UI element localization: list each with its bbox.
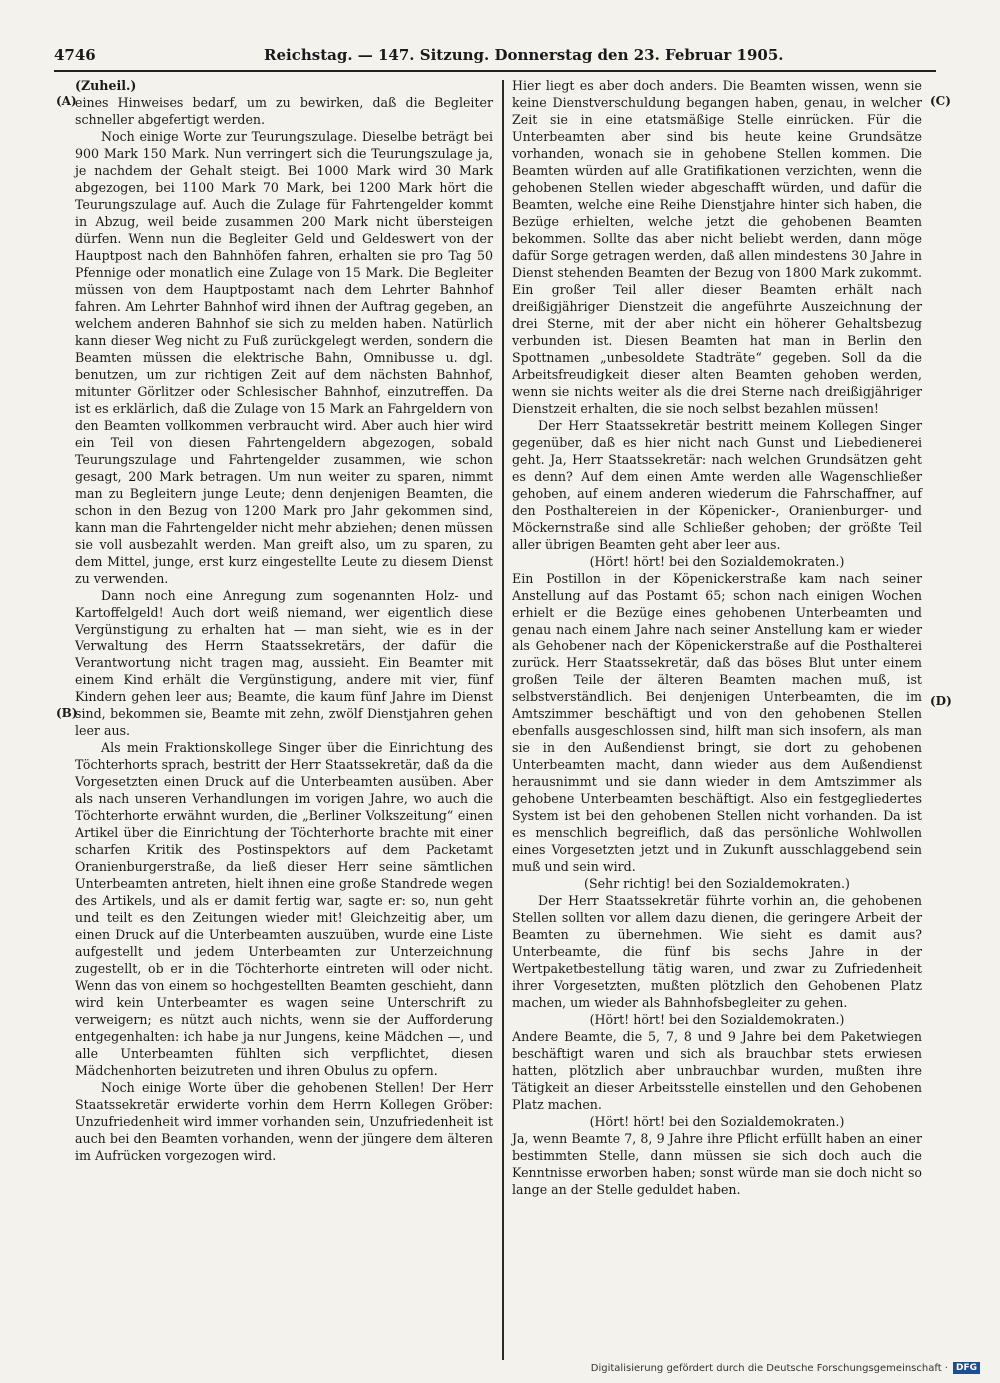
interjection: (Hört! hört! bei den Sozialdemokraten.) [589,1012,845,1028]
running-head: Reichstag. — 147. Sitzung. Donnerstag den 23. Februar 1905. [264,46,784,64]
page-number: 4746 [54,46,96,64]
page-header [54,46,934,72]
paragraph: Hier liegt es aber doch anders. Die Beamten wissen, wenn sie keine Dienstverschuldung begangen haben, genau, in welcher Zeit sie in eine etatsmäßige Stelle einrücken. Für die Unterbeamten aber sind bis heute keine Grundsätze vorhanden, wonach sie in gehobene Stellen kommen. Die Beamten würden auf alle Gratifikationen verzichten, wenn die gehobenen Stellen wieder abgeschafft würden, und dafür die Beamten, welche eine Reihe Dienstjahre hinter sich haben, die Bezüge erhielten, welche jetzt die gehobenen Beamten bekommen. Sollte das aber nicht beliebt werden, dann möge dafür Sorge getragen werden, daß allen mindestens 30 Jahre in Dienst stehenden Beamten der Bezug von 1800 Mark zukommt. Ein großer Teil aller dieser Beamten erhält nach dreißigjähriger Dienstzeit die angeführte Auszeichnung der drei Sterne, mit der aber nicht ein höherer Gehaltsbezug verbunden ist. Diesen Beamten hat man in Berlin den Spottnamen „unbesoldete Stadträte“ gegeben. Soll da die Arbeitsfreudigkeit dieser alten Beamten gehoben werden, wenn sie nichts weiter als die drei Sterne nach dreißigjähriger Dienstzeit erhalten, die sie noch selbst bezahlen müssen! [512,78,922,416]
paragraph: Ein Postillon in der Köpenickerstraße kam nach seiner Anstellung auf das Postamt 65; schon nach einigen Wochen erhielt er die Bezüge eines gehobenen Unterbeamten und genau nach einem Jahre nach seiner Anstellung kam er wieder als Gehobener nach der Köpenickerstraße auf die Posthalterei zurück. Herr Staatssekretär, daß das böses Blut unter einem großen Teile der älteren Beamten machen muß, ist selbstverständlich. Bei denjenigen Unterbeamten, die im Amtszimmer beschäftigt und von den gehobenen Stellen ebenfalls ausgeschlossen sind, hilft man sich insofern, als man sie in den Außendienst bringt, sie dort zu gehobenen Unterbeamten macht, dann wieder aus dem Außendienst herausnimmt und sie dann wieder in dem Amtszimmer als gehobene Unterbeamten beschäftigt. Also ein festgegliedertes System ist bei den gehobenen Stellen nicht vorhanden. Da ist es menschlich begreiflich, daß das persönliche Wohlwollen eines Vorgesetzten jetzt und in Zukunft ausschlaggebend sein muß und sein wird. [512,570,922,875]
dfg-logo: DFG [953,1362,980,1374]
margin-marker-b: (B) [56,706,78,720]
margin-marker-a: (A) [56,94,77,108]
credit-text: Digitalisierung gefördert durch die Deutsche Forschungsgemeinschaft · [590,1363,948,1374]
margin-marker-d: (D) [930,694,952,708]
paragraph: Noch einige Worte zur Teurungszulage. Dieselbe beträgt bei 900 Mark 150 Mark. Nun verringert sich die Teurungszulage ja, je nachdem der Gehalt steigt. Bei 1000 Mark wird 30 Mark abgezogen, bei 1100 Mark 70 Mark, bei 1200 Mark hört die Teurungszulage auf. Auch die Zulage für Fahrtengelder kommt in Abzug, weil beide zusammen 200 Mark nicht übersteigen dürfen. Wenn nun die Begleiter Geld und Geldeswert von der Hauptpost nach den Bahnhöfen fahren, erhalten sie pro Tag 50 Pfennige oder monatlich eine Zulage von 15 Mark. Die Begleiter müssen von dem Hauptpostamt nach dem Lehrter Bahnhof fahren. Am Lehrter Bahnhof wird ihnen der Auftrag gegeben, an welchem anderen Bahnhof sie sich zu melden haben. Natürlich kann dieser Weg nicht zu Fuß zurückgelegt werden, sondern die Beamten müssen die elektrische Bahn, Omnibusse u. dgl. benutzen, um zur richtigen Zeit auf dem nächsten Bahnhof, mitunter Görlitzer oder Schlesischer Bahnhof, einzutreffen. Da ist es erklärlich, daß die Zulage von 15 Mark an Fahrgeldern von den Beamten vollkommen verbraucht wird. Aber auch hier wird ein Teil von diesen Fahrtengeldern abgezogen, sobald Teurungszulage und Fahrtengelder zusammen, wie schon gesagt, 200 Mark betragen. Um nun weiter zu sparen, nimmt man zu Begleitern junge Leute; denn denjenigen Beamten, die schon in den Bezug von 1200 Mark pro Jahr gekommen sind, kann man die Fahrtengelder nicht mehr abziehen; denen müssen sie voll ausbezahlt werden. Man greift also, um zu sparen, zu dem Mittel, junge, erst kurz eingestellte Leute zu diesem Dienst zu verwenden. [75,128,493,586]
column-divider [502,80,504,1360]
paragraph: Noch einige Worte über die gehobenen Stellen! Der Herr Staatssekretär erwiderte vorhin dem Herrn Kollegen Gröber: Unzufriedenheit wird immer vorhanden sein, Unzufriedenheit ist auch bei den Beamten vorhanden, wenn der jüngere dem älteren im Aufrücken vorgezogen wird. [75,1080,493,1164]
paragraph: Andere Beamte, die 5, 7, 8 und 9 Jahre bei dem Paketwiegen beschäftigt waren und sich als brauchbar stets erwiesen hatten, plötzlich aber unbrauchbar wurden, mußten ihre Tätigkeit an dieser Arbeitsstelle einstellen und den Gehobenen Platz machen. [512,1029,922,1113]
right-column [512,78,922,1199]
header-rule [54,70,936,72]
interjection: (Hört! hört! bei den Sozialdemokraten.) [589,1114,845,1130]
left-column [75,78,493,1165]
margin-marker-c: (C) [930,94,951,108]
paragraph: Dann noch eine Anregung zum sogenannten Holz- und Kartoffelgeld! Auch dort weiß niemand, wer eigentlich diese Vergünstigung zu erhalten hat — man sieht, wie es in der Verwaltung des Herrn Staatssekretärs, der dafür die Verantwortung nicht tragen mag, aussieht. Ein Beamter mit einem Kind erhält die Vergünstigung, andere mit vier, fünf Kindern gehen leer aus; Beamte, die kaum fünf Jahre im Dienst sind, bekommen sie, Beamte mit zehn, zwölf Dienstjahren gehen leer aus. [75,587,493,739]
speaker-label: (Zuheil.) [75,78,137,93]
interjection: (Sehr richtig! bei den Sozialdemokraten.) [584,876,850,892]
paragraph: Als mein Fraktionskollege Singer über die Einrichtung des Töchterhorts sprach, bestritt der Herr Staatssekretär, daß da die Vorgesetzten einen Druck auf die Unterbeamten ausüben. Aber als nach unseren Verhandlungen im vorigen Jahre, wo auch die Töchterhorte erwähnt wurden, die „Berliner Volkszeitung“ einen Artikel über die Einrichtung der Töchterhorte brachte mit einer scharfen Kritik des Postinspektors auf dem Packetamt Oranienburgerstraße, da ließ dieser Herr seine sämtlichen Unterbeamten antreten, hielt ihnen eine große Standrede wegen des Artikels, und als er damit fertig war, sagte er: so, nun geht und teilt es den Zeitungen wieder mit! Gleichzeitig aber, um einen Druck auf die Unterbeamten auszuüben, wurde eine Liste aufgestellt und jedem Unterbeamten zur Unterzeichnung zugestellt, ob er in die Töchterhorte eintreten will oder nicht. Wenn das von einem so hochgestellten Beamten geschieht, dann wird kein Unterbeamter es wagen seine Unterschrift zu verweigern; es nützt auch nichts, wenn sie der Aufforderung entgegenhalten: ich habe ja nur Jungens, keine Mädchen —, und alle Unterbeamten fühlten sich verpflichtet, diesen Mädchenhorten beizutreten und ihren Obulus zu opfern. [75,740,493,1079]
paragraph: Der Herr Staatssekretär führte vorhin an, die gehobenen Stellen sollten vor allem dazu dienen, die geringere Arbeit der Beamten zu übernehmen. Wie sieht es damit aus? Unterbeamte, die fünf bis sechs Jahre in der Wertpaketbestellung tätig waren, und zwar zu Zufriedenheit ihrer Vorgesetzten, mußten plötzlich den Gehobenen Platz machen, um wieder als Bahnhofsbegleiter zu gehen. [512,893,922,1011]
digitization-credit [591,1362,980,1374]
interjection: (Hört! hört! bei den Sozialdemokraten.) [589,553,845,569]
paragraph: eines Hinweises bedarf, um zu bewirken, daß die Begleiter schneller abgefertigt werden. [75,94,493,127]
paragraph: Ja, wenn Beamte 7, 8, 9 Jahre ihre Pflicht erfüllt haben an einer bestimmten Stelle, dann müssen sie sich doch auch die Kenntnisse erworben haben; sonst würde man sie doch nicht so lange an der Stelle geduldet haben. [512,1131,922,1197]
paragraph: Der Herr Staatssekretär bestritt meinem Kollegen Singer gegenüber, daß es hier nicht nach Gunst und Liebedienerei geht. Ja, Herr Staatssekretär: nach welchen Grundsätzen geht es denn? Auf dem einen Amte werden alle Wagenschließer gehoben, auf einem anderen wiederum die Fahrschaffner, auf den Posthaltereien in der Köpenicker-, Oranienburger- und Möckernstraße sind alle Schließer gehoben; der größte Teil aller übrigen Beamten geht aber leer aus. [512,417,922,552]
